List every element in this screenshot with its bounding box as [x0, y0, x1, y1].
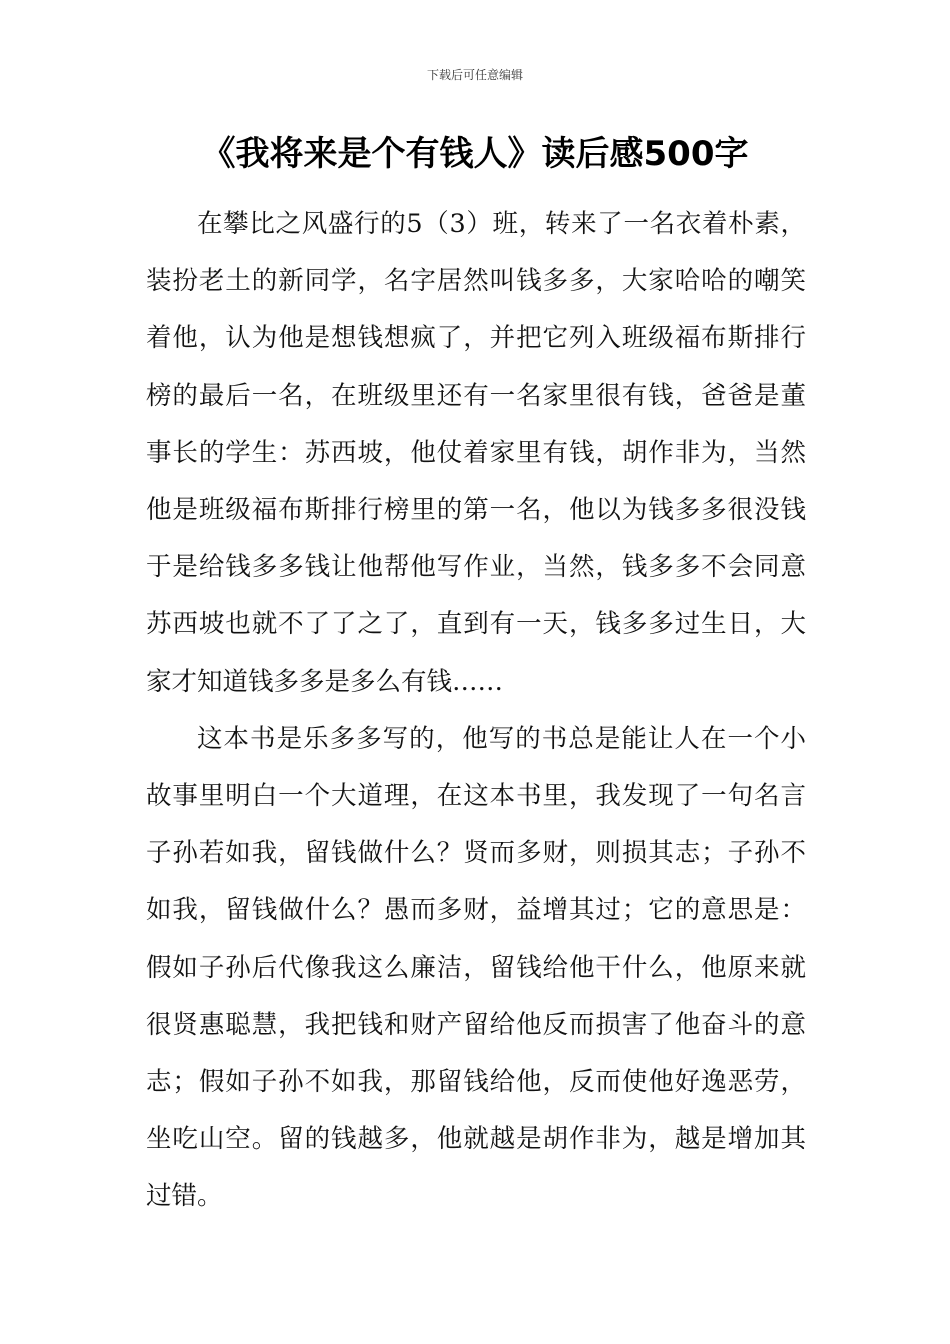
header-note: 下载后可任意编辑	[426, 68, 523, 82]
document-body	[146, 196, 806, 1226]
document-title: 《我将来是个有钱人》读后感500字	[201, 134, 749, 174]
body-paragraph-1: 在攀比之风盛行的5（3）班，转来了一名衣着朴素，装扮老土的新同学，名字居然叫钱多多，大家哈哈的嘲笑着他，认为他是想钱想疯了，并把它列入班级福布斯排行榜的最后一名，在班级里还有一名家里很有钱，爸爸是董事长的学生：苏西坡，他仗着家里有钱，胡作非为，当然他是班级福布斯排行榜里的第一名，他以为钱多多很没钱于是给钱多多钱让他帮他写作业，当然，钱多多不会同意苏西坡也就不了了之了，直到有一天，钱多多过生日，大家才知道钱多多是多么有钱……	[146, 209, 806, 697]
body-paragraph-2: 这本书是乐多多写的，他写的书总是能让人在一个小故事里明白一个大道理，在这本书里，我发现了一句名言子孙若如我，留钱做什么？贤而多财，则损其志；子孙不如我，留钱做什么？愚而多财，益增其过；它的意思是：假如子孙后代像我这么廉洁，留钱给他干什么，他原来就很贤惠聪慧，我把钱和财产留给他反而损害了他奋斗的意志；假如子孙不如我，那留钱给他，反而使他好逸恶劳，坐吃山空。留的钱越多，他就越是胡作非为，越是增加其过错。	[146, 723, 806, 1212]
